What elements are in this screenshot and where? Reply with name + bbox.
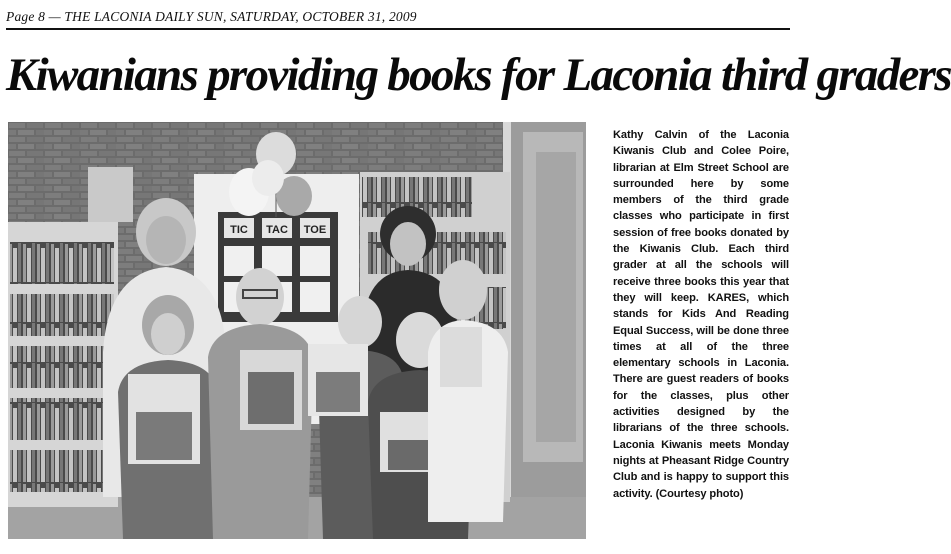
page-folio: Page 8 — THE LACONIA DAILY SUN, SATURDAY, OCTOBER 31, 2009 [6,9,417,24]
photo-caption: Kathy Calvin of the Laconia Kiwanis Club and Colee Poire, librarian at Elm Street School are surrounded here by some members of the third grade classes who participate in first session of free books donated by the Kiwanis Club. Each third grader at all the schools will receive three books this year that they will keep. KARES, which stands for Kids And Reading Equal Success, will be done three times at all of the three elementary schools in Laconia. There are guest readers of books for the classes, plus other activities designed by the librarians of the three schools. Laconia Kiwanis meets Monday nights at Pheasant Ridge Country Club and is happy to support this activity. (Courtesy photo) [613,129,789,500]
board-letter-tac: TAC [266,224,288,236]
header-rule [6,28,790,30]
article-photo [8,122,586,539]
board-letter-tic: TIC [230,224,248,236]
photo-illustration [8,122,586,539]
board-letter-toe: TOE [303,224,327,236]
article-headline: Kiwanians providing books for Laconia third graders [6,49,951,101]
